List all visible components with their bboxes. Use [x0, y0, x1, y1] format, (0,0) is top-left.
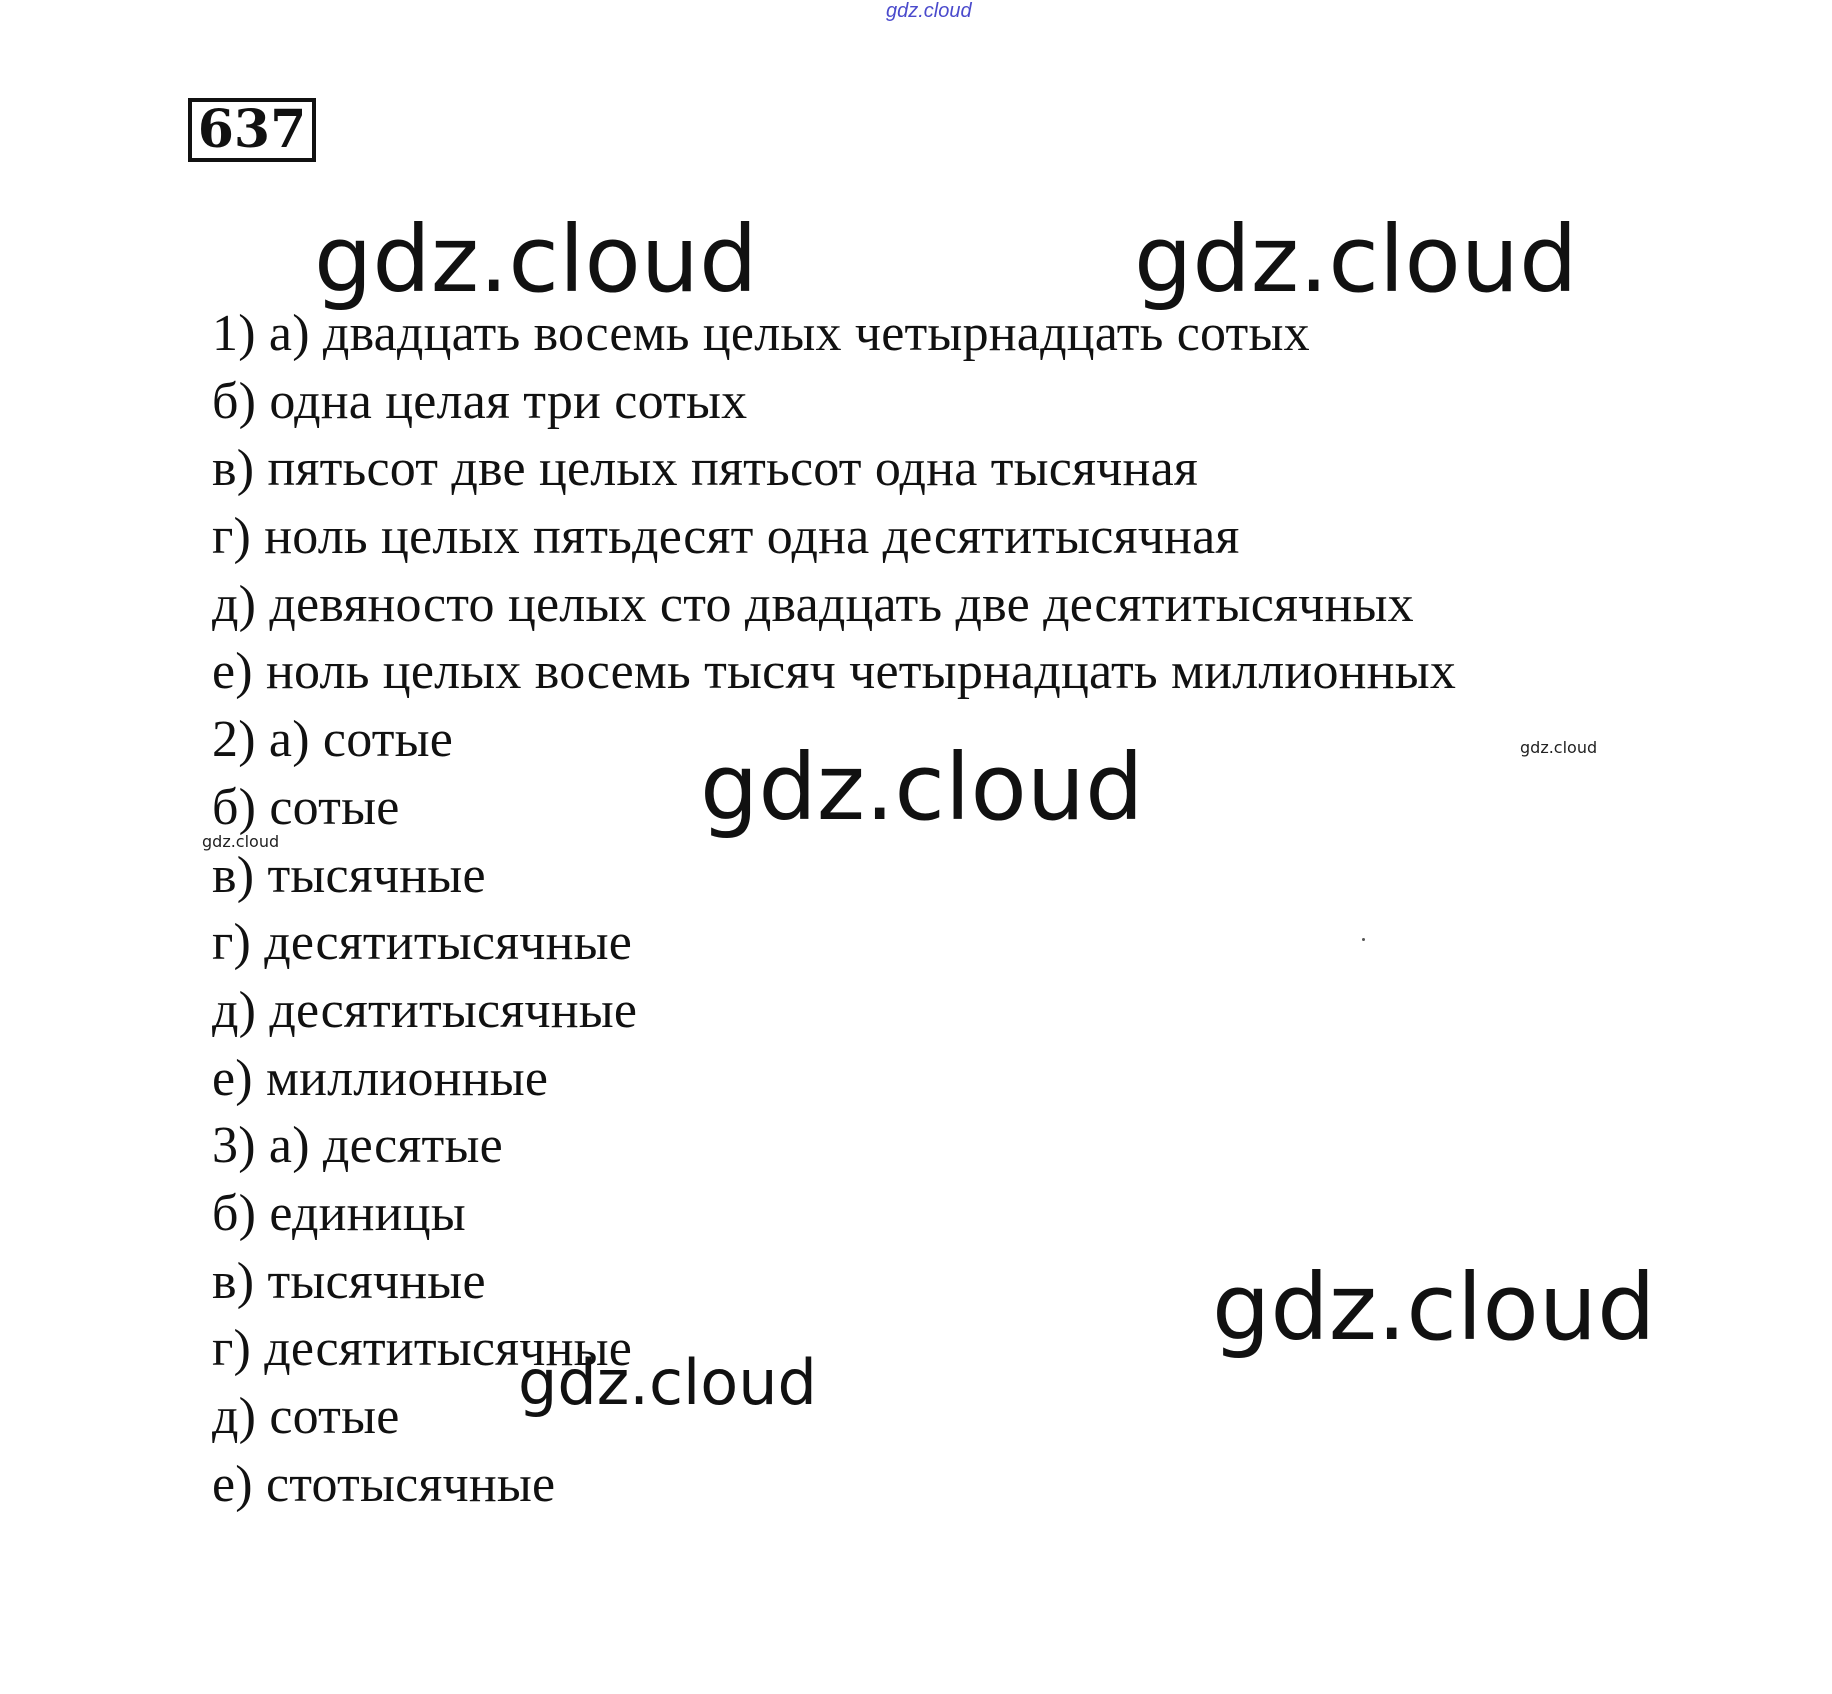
answer-line: е) миллионные	[212, 1049, 549, 1107]
answer-line: д) сотые	[212, 1388, 400, 1445]
watermark: gdz.cloud	[314, 206, 758, 313]
answer-line: д) десятитысячные	[212, 981, 638, 1039]
speck	[1362, 938, 1365, 941]
answer-line: б) одна целая три сотых	[212, 372, 748, 430]
answer-line: б) единицы	[212, 1184, 466, 1242]
watermark: gdz.cloud	[700, 734, 1144, 841]
watermark: gdz.cloud	[1520, 738, 1598, 757]
watermark: gdz.cloud	[1134, 206, 1578, 313]
answer-line: 1) а) двадцать восемь целых четырнадцать сотых	[212, 305, 1310, 362]
top-watermark: gdz.cloud	[886, 0, 972, 22]
watermark: gdz.cloud	[1212, 1254, 1656, 1361]
answer-line: д) девяносто целых сто двадцать две десятитысячных	[212, 575, 1414, 633]
answer-line: в) тысячные	[212, 846, 486, 904]
answer-line: е) ноль целых восемь тысяч четырнадцать миллионных	[212, 643, 1457, 701]
answer-line: 2) а) сотые	[212, 711, 454, 769]
answer-line: в) пятьсот две целых пятьсот одна тысячная	[212, 440, 1198, 498]
answer-line: в) тысячные	[212, 1252, 486, 1310]
answer-line: б) сотые	[212, 778, 400, 836]
task-number-box: 637	[188, 98, 316, 162]
answer-line: 3) а) десятые	[212, 1117, 503, 1175]
answer-line: г) десятитысячные	[212, 914, 633, 972]
answer-line: г) десятитысячные	[212, 1320, 633, 1378]
watermark: gdz.cloud	[518, 1346, 817, 1419]
answer-line: е) стотысячные	[212, 1455, 556, 1513]
watermark: gdz.cloud	[202, 832, 280, 851]
answer-line: г) ноль целых пятьдесят одна десятитысячная	[212, 508, 1240, 566]
